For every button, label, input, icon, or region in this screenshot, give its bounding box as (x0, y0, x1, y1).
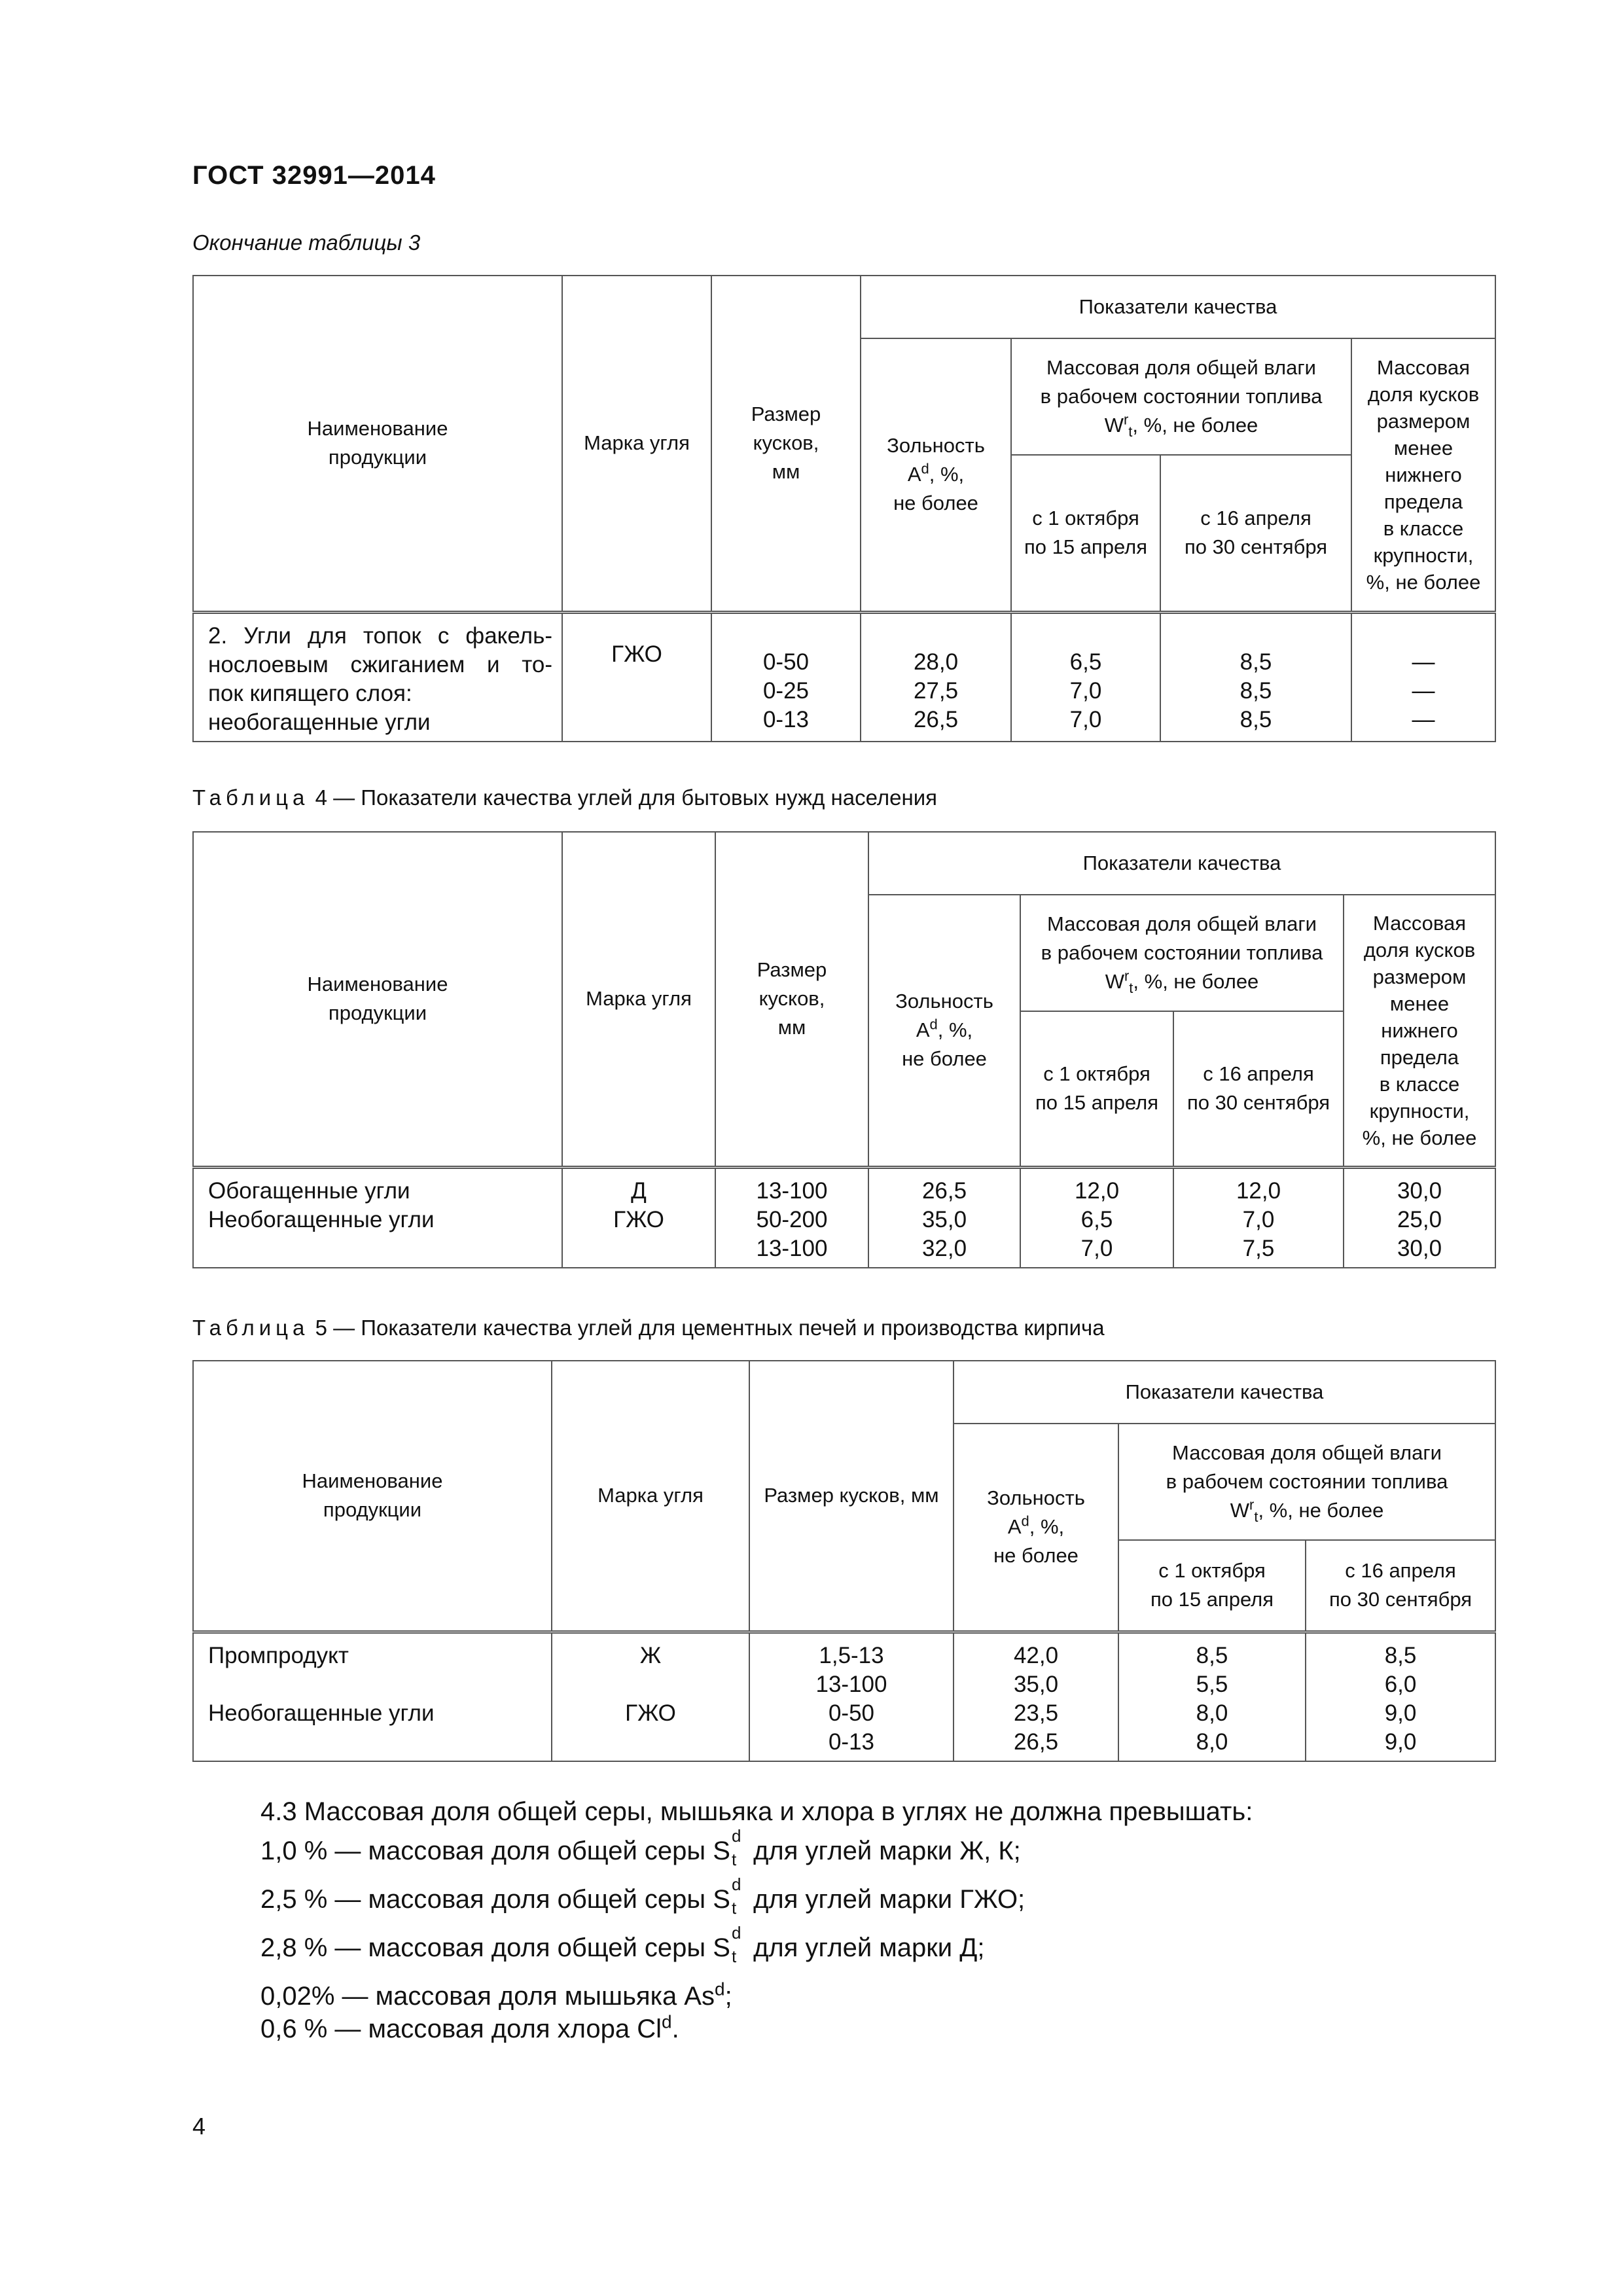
coal-mark-cell: Ж ГЖО (552, 1632, 749, 1761)
col-header-ash: Зольность $A^d$, %, не более (868, 895, 1020, 1167)
product-name-cell: Промпродукт Необогащенные угли (193, 1632, 552, 1761)
ash-cell: 28,0 27,5 26,5 (861, 612, 1011, 742)
col-header-fines: Массовая доля кусков размером менее нижнего предела в классе крупности, %, не более (1351, 338, 1495, 612)
table-5-caption: Таблица 5 — Показатели качества углей для цементных печей и производства кирпича (192, 1316, 1105, 1340)
col-header-quality: Показатели качества (868, 832, 1495, 895)
moisture-period-2-cell: 12,0 7,0 7,5 (1173, 1167, 1344, 1268)
table3-continuation-label: Окончание таблицы 3 (192, 230, 421, 255)
sulfur-limit-item: 2,8 % — массовая доля общей серы S d t для углей марки Д; (260, 1923, 985, 1966)
col-header-period-1: с 1 октября по 15 апреля (1020, 1011, 1173, 1167)
section-4-3-intro: 4.3 Массовая доля общей серы, мышьяка и хлора в углях не должна превышать: (260, 1797, 1253, 1826)
col-header-name: Наименование продукции (193, 832, 562, 1167)
product-name-cell: Обогащенные угли Необогащенные угли (193, 1167, 562, 1268)
page-number: 4 (192, 2113, 206, 2140)
coal-mark-cell: ГЖО (562, 612, 711, 742)
table-5 (192, 1360, 1496, 1762)
size-cell: 0-50 0-25 0-13 (711, 612, 861, 742)
col-header-ash: Зольность $A^d$, %, не более (861, 338, 1011, 612)
moisture-period-1-cell: 12,0 6,5 7,0 (1020, 1167, 1173, 1268)
col-header-size: Размер кусков, мм (715, 832, 868, 1167)
chlorine-limit-item: 0,6 % — массовая доля хлора Cl$^d$. (260, 2011, 679, 2043)
col-header-mark: Марка угля (562, 832, 715, 1167)
col-header-quality: Показатели качества (954, 1361, 1495, 1424)
col-header-moisture: Массовая доля общей влаги в рабочем состоянии топлива $W^r_t$, %, не более (1011, 338, 1351, 455)
coal-mark-cell: Д ГЖО (562, 1167, 715, 1268)
table-row (193, 612, 1495, 742)
col-header-moisture: Массовая доля общей влаги в рабочем состоянии топлива $W^r_t$, %, не более (1118, 1424, 1495, 1540)
table-row (193, 1632, 1495, 1761)
col-header-fines: Массовая доля кусков размером менее нижнего предела в классе крупности, %, не более (1344, 895, 1495, 1167)
col-header-period-2: с 16 апреля по 30 сентября (1160, 455, 1351, 612)
col-header-ash: Зольность $A^d$, %, не более (954, 1424, 1118, 1632)
moisture-period-1-cell: 8,5 5,5 8,0 8,0 (1118, 1632, 1306, 1761)
fines-cell: — — — (1351, 612, 1495, 742)
document-header: ГОСТ 32991—2014 (192, 161, 436, 190)
ash-cell: 42,0 35,0 23,5 26,5 (954, 1632, 1118, 1761)
table-4-caption: Таблица 4 — Показатели качества углей для бытовых нужд населения (192, 785, 937, 810)
size-cell: 13-100 50-200 13-100 (715, 1167, 868, 1268)
col-header-mark: Марка угля (562, 276, 711, 612)
col-header-mark: Марка угля (552, 1361, 749, 1632)
size-cell: 1,5-13 13-100 0-50 0-13 (749, 1632, 954, 1761)
col-header-size: Размер кусков, мм (711, 276, 861, 612)
table-3 (192, 275, 1496, 742)
table-row (193, 1167, 1495, 1268)
col-header-name: Наименование продукции (193, 1361, 552, 1632)
col-header-size: Размер кусков, мм (749, 1361, 954, 1632)
arsenic-limit-item: 0,02% — массовая доля мышьяка As$^d$; (260, 1979, 732, 2011)
sulfur-limit-item: 1,0 % — массовая доля общей серы S d t для углей марки Ж, К; (260, 1826, 1021, 1869)
col-header-name: Наименование продукции (193, 276, 562, 612)
col-header-moisture: Массовая доля общей влаги в рабочем состоянии топлива $W^r_t$, %, не более (1020, 895, 1344, 1011)
col-header-quality: Показатели качества (861, 276, 1495, 338)
fines-cell: 30,0 25,0 30,0 (1344, 1167, 1495, 1268)
moisture-period-2-cell: 8,5 6,0 9,0 9,0 (1306, 1632, 1495, 1761)
col-header-period-1: с 1 октября по 15 апреля (1118, 1540, 1306, 1632)
table-4 (192, 831, 1496, 1268)
moisture-period-2-cell: 8,5 8,5 8,5 (1160, 612, 1351, 742)
product-name-cell: 2. Угли для топок с факель- нослоевым сжиганием и то- пок кипящего слоя: необогащенные угли (193, 612, 562, 742)
col-header-period-2: с 16 апреля по 30 сентября (1173, 1011, 1344, 1167)
ash-cell: 26,5 35,0 32,0 (868, 1167, 1020, 1268)
col-header-period-1: с 1 октября по 15 апреля (1011, 455, 1160, 612)
col-header-period-2: с 16 апреля по 30 сентября (1306, 1540, 1495, 1632)
sulfur-limit-item: 2,5 % — массовая доля общей серы S d t для углей марки ГЖО; (260, 1874, 1026, 1918)
moisture-period-1-cell: 6,5 7,0 7,0 (1011, 612, 1160, 742)
